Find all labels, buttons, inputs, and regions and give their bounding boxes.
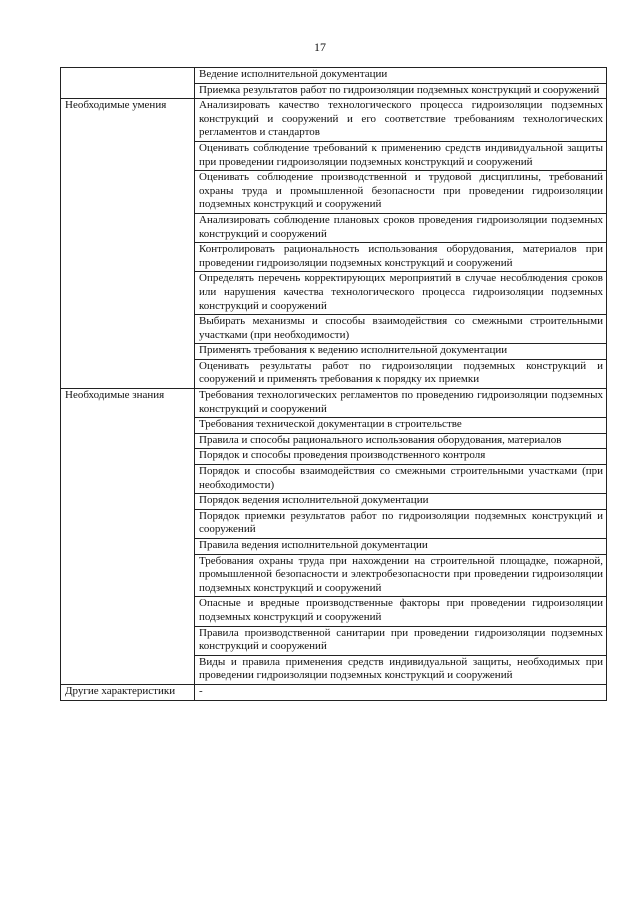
requirement-text: - [195, 684, 607, 700]
requirement-text: Оценивать соблюдение требований к применению средств индивидуальной защиты при проведении гидроизоляции подземных конструкций и сооружений [195, 141, 607, 170]
requirement-text: Правила и способы рационального использования оборудования, материалов [195, 433, 607, 449]
requirement-text: Оценивать результаты работ по гидроизоляции подземных конструкций и сооружений и применять требования к порядку их приемки [195, 359, 607, 388]
requirement-text: Ведение исполнительной документации [195, 68, 607, 84]
table-row [61, 68, 607, 84]
requirement-text: Порядок и способы проведения производственного контроля [195, 449, 607, 465]
requirement-text: Порядок ведения исполнительной документации [195, 494, 607, 510]
requirement-text: Порядок и способы взаимодействия со смежными строительными участками (при необходимости) [195, 465, 607, 494]
table-row [61, 684, 607, 700]
requirement-text: Виды и правила применения средств индивидуальной защиты, необходимых при проведении гидроизоляции подземных конструкций и сооружений [195, 655, 607, 684]
requirement-text: Контролировать рациональность использования оборудования, материалов при проведении гидроизоляции подземных конструкций и сооружений [195, 243, 607, 272]
requirement-text: Опасные и вредные производственные факторы при проведении гидроизоляции подземных конструкций и сооружений [195, 597, 607, 626]
requirement-text: Порядок приемки результатов работ по гидроизоляции подземных конструкций и сооружений [195, 509, 607, 538]
requirement-text: Анализировать качество технологического процесса гидроизоляции подземных конструкций и сооружений и его соответствие требованиям технологических регламентов и стандартов [195, 99, 607, 142]
section-label: Необходимые умения [61, 99, 195, 389]
requirement-text: Правила производственной санитарии при проведении гидроизоляции подземных конструкций и сооружений [195, 626, 607, 655]
table-row [61, 389, 607, 418]
requirement-text: Выбирать механизмы и способы взаимодействия со смежными строительными участками (при необходимости) [195, 315, 607, 344]
table-body [61, 68, 607, 701]
requirement-text: Приемка результатов работ по гидроизоляции подземных конструкций и сооружений [195, 83, 607, 99]
requirement-text: Требования охраны труда при нахождении на строительной площадке, пожарной, промышленной безопасности и электробезопасности при проведении гидроизоляции подземных конструкций и сооружений [195, 554, 607, 597]
requirement-text: Определять перечень корректирующих мероприятий в случае несоблюдения сроков или нарушения качества технологического процесса гидроизоляции подземных конструкций и сооружений [195, 272, 607, 315]
requirement-text: Требования технической документации в строительстве [195, 418, 607, 434]
section-label [61, 68, 195, 99]
requirement-text: Анализировать соблюдение плановых сроков проведения гидроизоляции подземных конструкций и сооружений [195, 213, 607, 242]
table-row [61, 99, 607, 142]
section-label: Другие характеристики [61, 684, 195, 700]
requirement-text: Оценивать соблюдение производственной и трудовой дисциплины, требований охраны труда и промышленной безопасности при проведении гидроизоляции подземных конструкций и сооружений [195, 171, 607, 214]
page-number: 17 [314, 40, 326, 54]
requirement-text: Применять требования к ведению исполнительной документации [195, 344, 607, 360]
requirement-text: Требования технологических регламентов по проведению гидроизоляции подземных конструкций и сооружений [195, 389, 607, 418]
characteristics-table [60, 67, 607, 701]
requirement-text: Правила ведения исполнительной документации [195, 539, 607, 555]
section-label: Необходимые знания [61, 389, 195, 685]
